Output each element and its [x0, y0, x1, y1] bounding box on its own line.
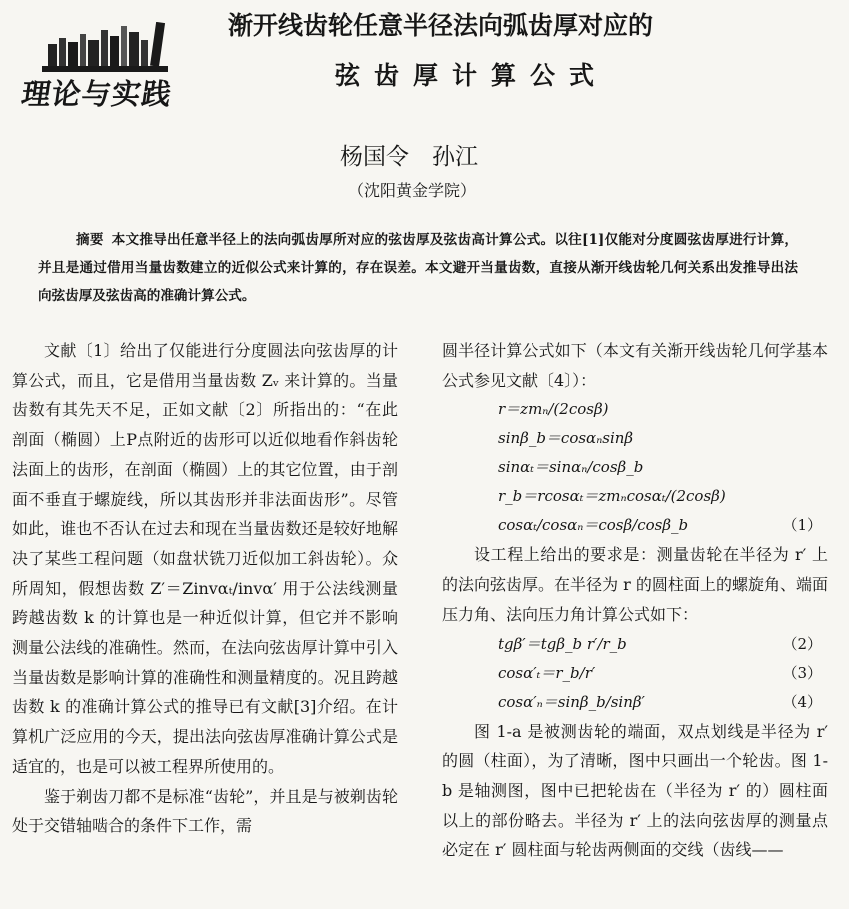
equation — [442, 453, 828, 482]
equation — [442, 424, 828, 453]
equation-expr: tgβ′＝tgβ_b r′/r_b — [498, 634, 627, 653]
equation-number: （2） — [782, 634, 822, 653]
paragraph: 设工程上给出的要求是：测量齿轮在半径为 r′ 上的法向弦齿厚。在半径为 r 的圆柱面上的螺旋角、端面压力角、法向压力角计算公式如下： — [442, 545, 828, 624]
section-badge — [18, 22, 208, 112]
body-column-right — [442, 336, 828, 865]
equation-group — [442, 630, 828, 717]
paragraph: 文献〔1〕给出了仅能进行分度圆法向弦齿厚的计算公式，而且，它是借用当量齿数 Zᵥ 来计算的。当量齿数有其先天不足，正如文献〔2〕所指出的：“在此剖面（椭圆）上P点附近的齿形可以近似地看作斜齿轮法面上的齿形，在剖面（椭圆）上的其它位置，由于剖面不垂直于螺旋线，所以其齿形并非法面齿形”。尽管如此，谁也不否认在过去和现在当量齿数还是较好地解决了某些工程问题（如盘状铣刀近似加工斜齿轮）。众所周知，假想齿数 Z′＝Zinvαₜ/invα′ 用于公法线测量跨越齿数 k 的计算也是一种近似计算，但它并不影响测量公法线的准确性。然而，在法向弦齿厚计算中引入当量齿数是影响计算的准确性和测量精度的。况且跨越齿数 k 的准确计算公式的推导已有文献[3]介绍。在计算机广泛应用的今天，提出法向弦齿厚准确计算公式是适宜的，也是可以被工程界所使用的。 — [12, 341, 398, 776]
equation — [442, 511, 828, 540]
equation — [442, 688, 828, 717]
bookshelf-icon — [40, 22, 170, 74]
paragraph: 鉴于剃齿刀都不是标准“齿轮”，并且是与被剃齿轮处于交错轴啮合的条件下工作，需 — [12, 786, 398, 836]
affiliation: （沈阳黄金学院） — [348, 181, 477, 200]
equation — [442, 395, 828, 424]
equation-number: （4） — [782, 692, 822, 711]
abstract-label: 摘要 — [76, 232, 104, 248]
body-column-left — [12, 336, 398, 841]
authors: 杨国令 孙江 — [340, 144, 478, 170]
equation-expr: r_b＝rcosαₜ＝zmₙcosαₜ/(2cosβ) — [498, 487, 726, 506]
equation — [442, 482, 828, 511]
equation-expr: r＝zmₙ/(2cosβ) — [498, 400, 609, 419]
section-badge-label: 理论与实践 — [19, 77, 175, 111]
title-line-2: 弦齿厚计算公式 — [335, 61, 609, 90]
equation-expr: cosα′ₙ＝sinβ_b/sinβ′ — [498, 692, 645, 711]
equation-number: （1） — [782, 516, 822, 535]
equation — [442, 630, 828, 659]
equation-expr: cosαₜ/cosαₙ＝cosβ/cosβ_b — [498, 516, 689, 535]
equation-expr: cosα′ₜ＝r_b/r′ — [498, 663, 596, 682]
equation-number: （3） — [782, 663, 822, 682]
equation-expr: sinβ_b＝cosαₙsinβ — [498, 429, 634, 448]
equation — [442, 659, 828, 688]
paragraph: 圆半径计算公式如下（本文有关渐开线齿轮几何学基本公式参见文献〔4〕）： — [442, 341, 828, 390]
equation-group — [442, 395, 828, 540]
paragraph: 图 1-a 是被测齿轮的端面，双点划线是半径为 r′ 的圆（柱面），为了清晰，图中只画出一个轮齿。图 1-b 是轴测图，图中已把轮齿在（半径为 r′ 的）圆柱面以上的部份略去。半径为 r′ 上的法向弦齿厚的测量点必定在 r′ 圆柱面与轮齿两侧面的交线（齿线—— — [442, 721, 828, 860]
title-line-1: 渐开线齿轮任意半径法向弧齿厚对应的 — [228, 11, 654, 40]
abstract — [38, 226, 798, 310]
equation-expr: sinαₜ＝sinαₙ/cosβ_b — [498, 458, 644, 477]
abstract-text: 本文推导出任意半径上的法向弧齿厚所对应的弦齿厚及弦齿高计算公式。以往[1]仅能对分度圆弦齿厚进行计算，并且是通过借用当量齿数建立的近似公式来计算的，存在误差。本文避开当量齿数，直接从渐开线齿轮几何关系出发推导出法向弦齿厚及弦齿高的准确计算公式。 — [38, 232, 798, 304]
